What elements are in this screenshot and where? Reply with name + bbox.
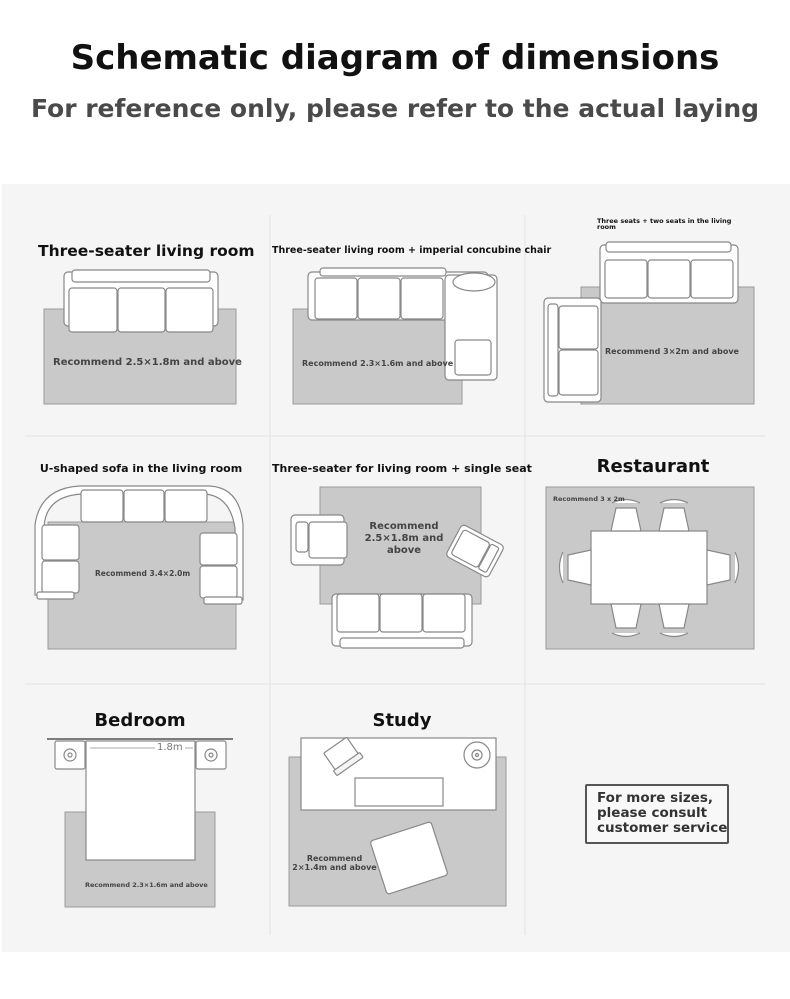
chaise-sofa-layout <box>293 268 497 404</box>
rug-label-single-seat-line1: Recommend <box>369 521 439 532</box>
page-title: Schematic diagram of dimensions <box>70 38 720 78</box>
sofa-single-seat-layout <box>291 487 505 648</box>
bed-size-label: 1.8m <box>157 742 183 753</box>
rug-label-restaurant: Recommend 3 x 2m <box>553 495 625 503</box>
cell-title-three-seater: Three-seater living room <box>38 242 255 260</box>
cell-title-bedroom: Bedroom <box>94 710 186 731</box>
rug-label-chaise: Recommend 2.3×1.6m and above <box>302 359 454 368</box>
cell-title-three-plus-two-line1: Three seats + two seats in the living <box>597 217 732 225</box>
more-sizes-line2: please consult <box>597 805 708 821</box>
more-sizes-line3: customer service <box>597 820 728 836</box>
rug-label-u-shaped: Recommend 3.4×2.0m <box>95 569 191 578</box>
rug <box>293 309 462 404</box>
three-seater-layout <box>44 270 236 404</box>
cell-title-single-seat: Three-seater for living room + single seat <box>272 462 532 475</box>
page-subtitle: For reference only, please refer to the actual laying <box>30 94 760 123</box>
cell-title-chaise: Three-seater living room + imperial concubine chair <box>272 245 552 256</box>
study-layout <box>289 736 506 906</box>
rug-label-study-line1: Recommend <box>306 854 363 863</box>
cell-title-study: Study <box>372 710 432 731</box>
rug <box>581 287 754 404</box>
rug-label-single-seat-line2: 2.5×1.8m and <box>364 533 444 544</box>
rug-label-bedroom: Recommend 2.3×1.6m and above <box>85 881 208 889</box>
cell-title-three-plus-two-line2: room <box>597 223 616 231</box>
three-plus-two-layout <box>544 242 754 404</box>
rug-label-three-plus-two: Recommend 3×2m and above <box>605 347 739 356</box>
cell-title-restaurant: Restaurant <box>596 456 710 477</box>
rug-label-study-line2: 2×1.4m and above <box>292 863 377 872</box>
more-sizes-line1: For more sizes, <box>597 790 714 806</box>
cell-title-u-shaped: U-shaped sofa in the living room <box>39 462 243 475</box>
restaurant-layout <box>546 487 754 649</box>
u-shaped-sofa-layout <box>35 486 243 649</box>
rug-label-single-seat-line3: above <box>386 545 422 556</box>
more-sizes-box <box>585 784 729 844</box>
rug-label-three-seater: Recommend 2.5×1.8m and above <box>53 357 242 368</box>
